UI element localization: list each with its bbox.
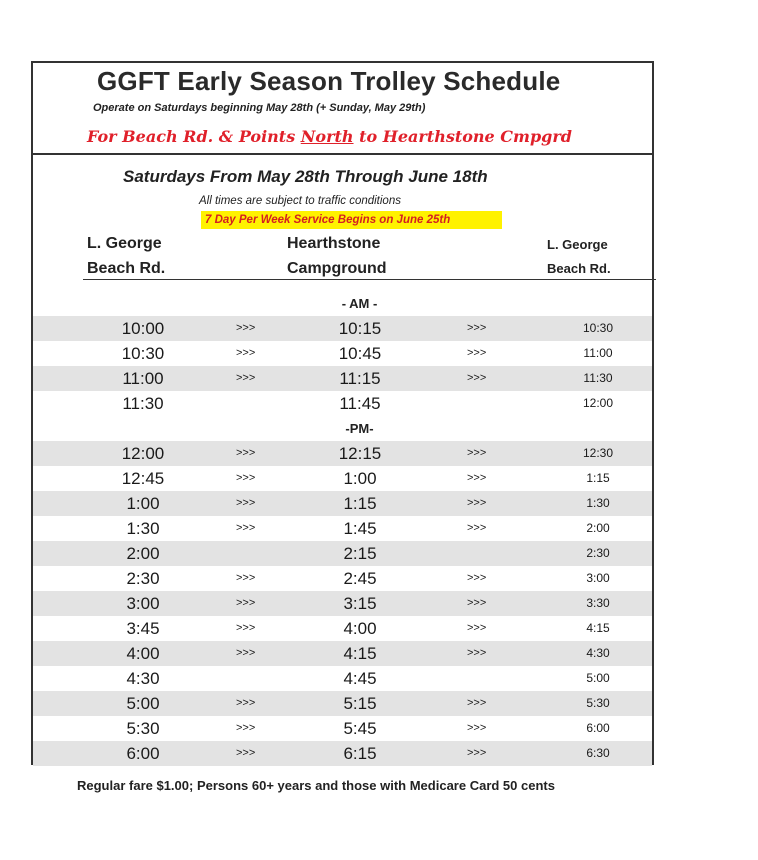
arrow-indicator: >>>	[236, 747, 256, 759]
return-time: 4:15	[586, 621, 610, 635]
campground-time: 4:15	[343, 644, 377, 663]
arrow-indicator: >>>	[467, 522, 487, 534]
table-row	[33, 666, 652, 691]
campground-time: 3:15	[343, 594, 377, 613]
column-header-line: Beach Rd.	[87, 260, 166, 277]
depart-time: 12:45	[121, 469, 165, 488]
campground-time: 2:15	[343, 544, 377, 563]
arrow-indicator: >>>	[467, 372, 487, 384]
return-time: 5:00	[586, 671, 610, 685]
arrow-indicator: >>>	[467, 572, 487, 584]
arrow-indicator: >>>	[236, 447, 256, 459]
depart-time: 11:00	[122, 369, 164, 388]
arrow-indicator: >>>	[236, 697, 256, 709]
return-time: 5:30	[586, 696, 610, 710]
column-header-lgeorge-depart	[87, 231, 165, 281]
table-row	[33, 591, 652, 616]
header-rule	[83, 279, 656, 280]
depart-time: 2:00	[126, 544, 160, 563]
return-time: 6:30	[586, 746, 610, 760]
route-text-start: For Beach Rd. & Points	[87, 127, 301, 146]
return-time: 12:30	[582, 446, 614, 460]
schedule-frame	[31, 61, 654, 765]
schedule-title: GGFT Early Season Trolley Schedule	[97, 66, 561, 96]
table-row	[33, 366, 652, 391]
column-header-hearthstone	[287, 231, 387, 281]
return-time: 11:30	[583, 371, 613, 385]
campground-time: 12:15	[338, 444, 382, 463]
section-label-pm: -PM-	[345, 421, 374, 436]
table-row	[33, 391, 652, 416]
depart-time: 3:45	[126, 619, 160, 638]
arrow-indicator: >>>	[467, 647, 487, 659]
campground-time: 6:15	[343, 744, 377, 763]
arrow-indicator: >>>	[236, 647, 256, 659]
column-header-line: L. George	[547, 237, 608, 252]
table-row	[33, 641, 652, 666]
traffic-note: All times are subject to traffic conditions	[199, 195, 401, 207]
table-row	[33, 741, 652, 766]
arrow-indicator: >>>	[467, 622, 487, 634]
depart-time: 2:30	[126, 569, 160, 588]
arrow-indicator: >>>	[236, 372, 256, 384]
return-time: 3:00	[586, 571, 610, 585]
arrow-indicator: >>>	[236, 472, 256, 484]
arrow-indicator: >>>	[467, 497, 487, 509]
arrow-indicator: >>>	[236, 522, 256, 534]
arrow-indicator: >>>	[467, 472, 487, 484]
depart-time: 4:30	[126, 669, 160, 688]
return-time: 1:15	[586, 471, 610, 485]
return-time: 10:30	[582, 321, 614, 335]
campground-time: 11:45	[339, 394, 381, 413]
column-header-line: Beach Rd.	[547, 261, 611, 276]
return-time: 3:30	[586, 596, 610, 610]
depart-time: 1:00	[126, 494, 160, 513]
table-row	[33, 566, 652, 591]
campground-time: 4:45	[343, 669, 377, 688]
service-period: Saturdays From May 28th Through June 18th	[123, 167, 488, 186]
route-description	[87, 127, 572, 146]
arrow-indicator: >>>	[236, 722, 256, 734]
arrow-indicator: >>>	[467, 447, 487, 459]
return-time: 6:00	[586, 721, 610, 735]
route-text-end: to Hearthstone Cmpgrd	[353, 127, 572, 146]
arrow-indicator: >>>	[467, 322, 487, 334]
return-time: 1:30	[586, 496, 610, 510]
campground-time: 1:45	[343, 519, 377, 538]
table-row	[33, 466, 652, 491]
arrow-indicator: >>>	[236, 572, 256, 584]
section-label-am: - AM -	[341, 296, 378, 311]
depart-time: 6:00	[126, 744, 160, 763]
return-time: 11:00	[583, 346, 613, 360]
arrow-indicator: >>>	[467, 697, 487, 709]
campground-time: 10:15	[338, 319, 382, 338]
table-row	[33, 441, 652, 466]
depart-time: 11:30	[122, 394, 164, 413]
column-header-line: Hearthstone	[287, 235, 381, 252]
depart-time: 10:30	[121, 344, 165, 363]
column-header-lgeorge-return	[547, 233, 611, 281]
return-time: 2:30	[586, 546, 610, 560]
depart-time: 1:30	[126, 519, 160, 538]
table-row	[33, 541, 652, 566]
campground-time: 4:00	[343, 619, 377, 638]
depart-time: 4:00	[126, 644, 160, 663]
depart-time: 3:00	[126, 594, 160, 613]
depart-time: 10:00	[121, 319, 165, 338]
table-row	[33, 616, 652, 641]
table-row	[33, 516, 652, 541]
arrow-indicator: >>>	[236, 347, 256, 359]
arrow-indicator: >>>	[467, 722, 487, 734]
arrow-indicator: >>>	[236, 597, 256, 609]
campground-time: 1:15	[343, 494, 377, 513]
column-header-line: L. George	[87, 235, 162, 252]
depart-time: 12:00	[121, 444, 165, 463]
table-row	[33, 316, 652, 341]
arrow-indicator: >>>	[467, 597, 487, 609]
table-row	[33, 716, 652, 741]
campground-time: 10:45	[338, 344, 382, 363]
campground-time: 11:15	[339, 369, 381, 388]
campground-time: 1:00	[343, 469, 377, 488]
route-text-north: North	[300, 127, 354, 146]
arrow-indicator: >>>	[236, 622, 256, 634]
header-box	[33, 63, 652, 155]
table-row	[33, 691, 652, 716]
schedule-subtitle: Operate on Saturdays beginning May 28th (+ Sunday, May 29th)	[93, 102, 426, 114]
campground-time: 5:15	[343, 694, 377, 713]
return-time: 12:00	[582, 396, 614, 410]
arrow-indicator: >>>	[236, 497, 256, 509]
arrow-indicator: >>>	[467, 747, 487, 759]
campground-time: 2:45	[343, 569, 377, 588]
table-row	[33, 341, 652, 366]
service-highlight: 7 Day Per Week Service Begins on June 25th	[201, 211, 502, 229]
campground-time: 5:45	[343, 719, 377, 738]
arrow-indicator: >>>	[467, 347, 487, 359]
table-row	[33, 491, 652, 516]
depart-time: 5:00	[126, 694, 160, 713]
fare-note: Regular fare $1.00; Persons 60+ years and those with Medicare Card 50 cents	[77, 778, 555, 793]
depart-time: 5:30	[126, 719, 160, 738]
return-time: 2:00	[586, 521, 610, 535]
column-header-line: Campground	[287, 260, 387, 277]
arrow-indicator: >>>	[236, 322, 256, 334]
return-time: 4:30	[586, 646, 610, 660]
